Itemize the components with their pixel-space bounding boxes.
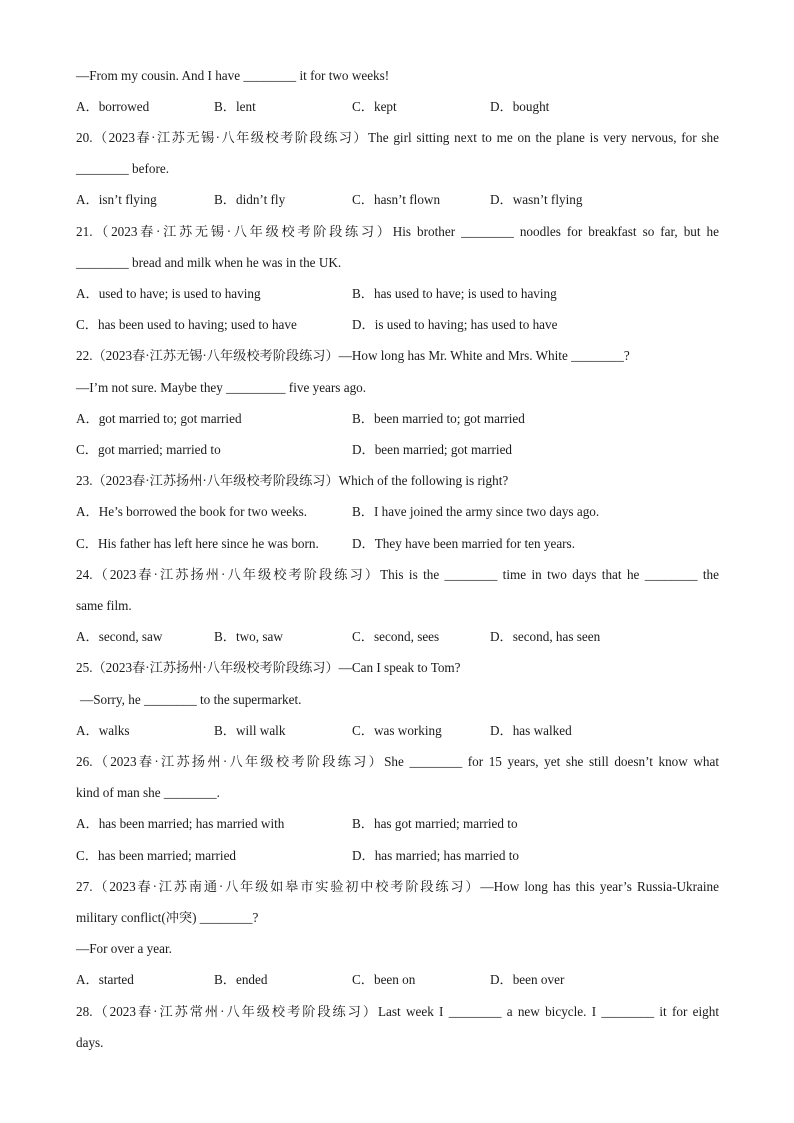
option-d[interactable]: D．is used to having; has used to have [352, 317, 558, 332]
option-c[interactable]: C．was working [352, 723, 442, 738]
option-a[interactable]: A．has been married; has married with [76, 816, 285, 831]
question-26-options-row2 [76, 848, 736, 864]
question-21-options-row1 [76, 286, 736, 302]
question-26-options-row1 [76, 816, 736, 832]
question-20-options [76, 192, 736, 208]
question-23-options-row2 [76, 536, 736, 552]
option-b[interactable]: B．didn’t fly [214, 192, 286, 207]
option-a[interactable]: A．He’s borrowed the book for two weeks. [76, 504, 308, 519]
question-21-stem: 21.（2023春·江苏无锡·八年级校考阶段练习）His brother ________ noodles for breakfast so far, but he [76, 224, 719, 239]
option-d[interactable]: D．has walked [490, 723, 572, 738]
question-25-options [76, 723, 736, 739]
question-26-stem-cont: kind of man she ________. [76, 785, 220, 800]
option-d[interactable]: D．has married; has married to [352, 848, 519, 863]
question-24-options [76, 629, 736, 645]
option-c[interactable]: C．has been married; married [76, 848, 237, 863]
question-22-options-row1 [76, 411, 736, 427]
option-b[interactable]: B．has got married; married to [352, 816, 518, 831]
question-22-options-row2 [76, 442, 736, 458]
option-d[interactable]: D．They have been married for ten years. [352, 536, 575, 551]
option-a[interactable]: A．isn’t flying [76, 192, 157, 207]
question-27-answer-line: —For over a year. [76, 941, 172, 956]
question-27-stem-cont: military conflict(冲突) ________? [76, 910, 259, 925]
option-a[interactable]: A．got married to; got married [76, 411, 242, 426]
option-b[interactable]: B．has used to have; is used to having [352, 286, 557, 301]
question-21-options-row2 [76, 317, 736, 333]
option-d[interactable]: D．bought [490, 99, 550, 114]
option-c[interactable]: C．been on [352, 972, 416, 987]
question-24-stem: 24.（2023春·江苏扬州·八年级校考阶段练习）This is the ________ time in two days that he ________ the [76, 567, 719, 582]
question-28-stem-cont: days. [76, 1035, 104, 1050]
option-c[interactable]: C．has been used to having; used to have [76, 317, 297, 332]
question-20-stem: 20.（2023春·江苏无锡·八年级校考阶段练习）The girl sitting next to me on the plane is very nervous, for she [76, 130, 719, 145]
option-b[interactable]: B．ended [214, 972, 268, 987]
question-22-stem: 22.（2023春·江苏无锡·八年级校考阶段练习）—How long has Mr. White and Mrs. White ________? [76, 348, 630, 363]
option-c[interactable]: C．got married; married to [76, 442, 221, 457]
option-a[interactable]: A．second, saw [76, 629, 163, 644]
option-a[interactable]: A．walks [76, 723, 130, 738]
option-d[interactable]: D．wasn’t flying [490, 192, 583, 207]
question-25-stem-cont: —Sorry, he ________ to the supermarket. [80, 692, 302, 707]
question-23-stem: 23.（2023春·江苏扬州·八年级校考阶段练习）Which of the following is right? [76, 473, 509, 488]
question-22-stem-cont: —I’m not sure. Maybe they _________ five years ago. [76, 380, 367, 395]
question-19-line: —From my cousin. And I have ________ it for two weeks! [76, 68, 390, 83]
question-27-options [76, 972, 736, 988]
question-24-stem-cont: same film. [76, 598, 132, 613]
option-a[interactable]: A．used to have; is used to having [76, 286, 261, 301]
question-21-stem-cont: ________ bread and milk when he was in the UK. [76, 255, 342, 270]
option-d[interactable]: D．been over [490, 972, 565, 987]
option-a[interactable]: A．borrowed [76, 99, 150, 114]
question-27-stem: 27.（2023春·江苏南通·八年级如皋市实验初中校考阶段练习）—How long has this year’s Russia-Ukraine [76, 879, 719, 894]
option-d[interactable]: D．been married; got married [352, 442, 513, 457]
option-c[interactable]: C．hasn’t flown [352, 192, 441, 207]
option-a[interactable]: A．started [76, 972, 134, 987]
question-26-stem: 26.（2023春·江苏扬州·八年级校考阶段练习）She ________ for 15 years, yet she still doesn’t know what [76, 754, 719, 769]
option-b[interactable]: B．been married to; got married [352, 411, 525, 426]
option-b[interactable]: B．lent [214, 99, 256, 114]
question-19-options [76, 99, 736, 115]
option-d[interactable]: D．second, has seen [490, 629, 601, 644]
option-c[interactable]: C．His father has left here since he was born. [76, 536, 319, 551]
option-c[interactable]: C．second, sees [352, 629, 440, 644]
question-20-stem-cont: ________ before. [76, 161, 170, 176]
option-b[interactable]: B．two, saw [214, 629, 283, 644]
option-c[interactable]: C．kept [352, 99, 397, 114]
question-28-stem: 28.（2023春·江苏常州·八年级校考阶段练习）Last week I ________ a new bicycle. I ________ it for eight [76, 1004, 719, 1019]
option-b[interactable]: B．will walk [214, 723, 286, 738]
question-25-stem: 25.（2023春·江苏扬州·八年级校考阶段练习）—Can I speak to Tom? [76, 660, 461, 675]
option-b[interactable]: B．I have joined the army since two days ago. [352, 504, 600, 519]
question-23-options-row1 [76, 504, 736, 520]
